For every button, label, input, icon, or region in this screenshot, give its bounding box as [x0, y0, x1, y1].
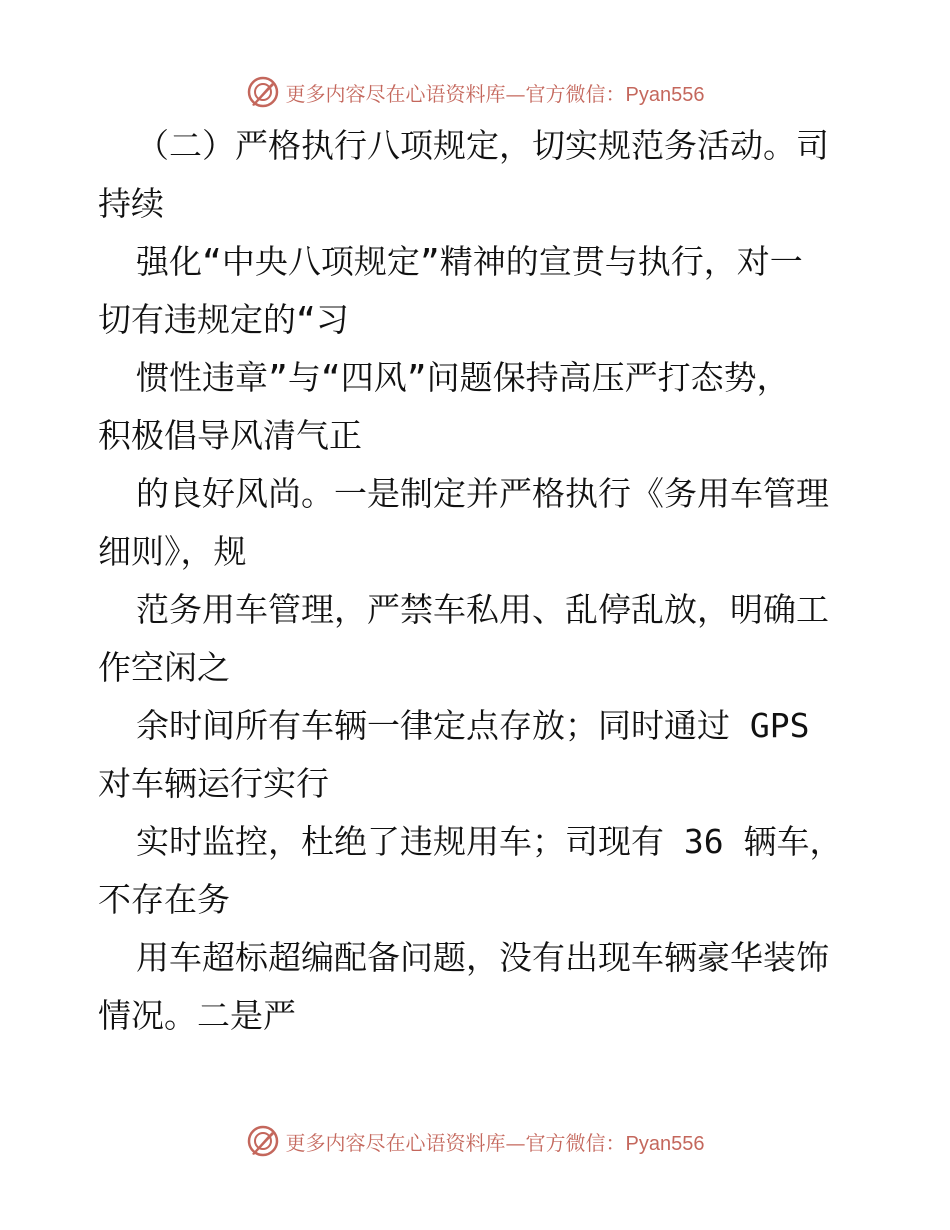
- text-line: 切有违规定的“习: [98, 300, 349, 339]
- pen-logo-icon: [246, 75, 280, 109]
- text-line: 范务用车管理，严禁车私用、乱停乱放，明确工: [136, 590, 829, 629]
- header-watermark: [0, 72, 950, 112]
- watermark-text: 更多内容尽在心语资料库—官方微信：Pyan556: [285, 1130, 705, 1155]
- text-line: 对车辆运行实行: [98, 764, 329, 803]
- watermark-text: 更多内容尽在心语资料库—官方微信：Pyan556: [285, 81, 705, 106]
- text-line: 积极倡导风清气正: [98, 416, 362, 455]
- footer-watermark: [0, 1121, 950, 1161]
- text-line: 情况。二是严: [98, 996, 296, 1035]
- pen-logo-icon: [246, 1124, 280, 1158]
- text-line: 不存在务: [98, 880, 230, 919]
- text-line: 实时监控，杜绝了违规用车；司现有 36 辆车，: [136, 822, 843, 861]
- text-line: （二）严格执行八项规定，切实规范务活动。司: [136, 126, 829, 165]
- text-line: 作空闲之: [98, 648, 230, 687]
- text-line: 惯性违章”与“四风”问题保持高压严打态势，: [136, 358, 790, 397]
- text-line: 用车超标超编配备问题，没有出现车辆豪华装饰: [136, 938, 829, 977]
- text-line: 的良好风尚。一是制定并严格执行《务用车管理: [136, 474, 829, 513]
- text-line: 持续: [98, 184, 164, 223]
- text-line: 余时间所有车辆一律定点存放；同时通过 GPS: [136, 706, 810, 745]
- text-line: 细则》，规: [98, 532, 247, 571]
- text-line: 强化“中央八项规定”精神的宣贯与执行，对一: [136, 242, 803, 281]
- body-paragraph: [98, 117, 858, 1045]
